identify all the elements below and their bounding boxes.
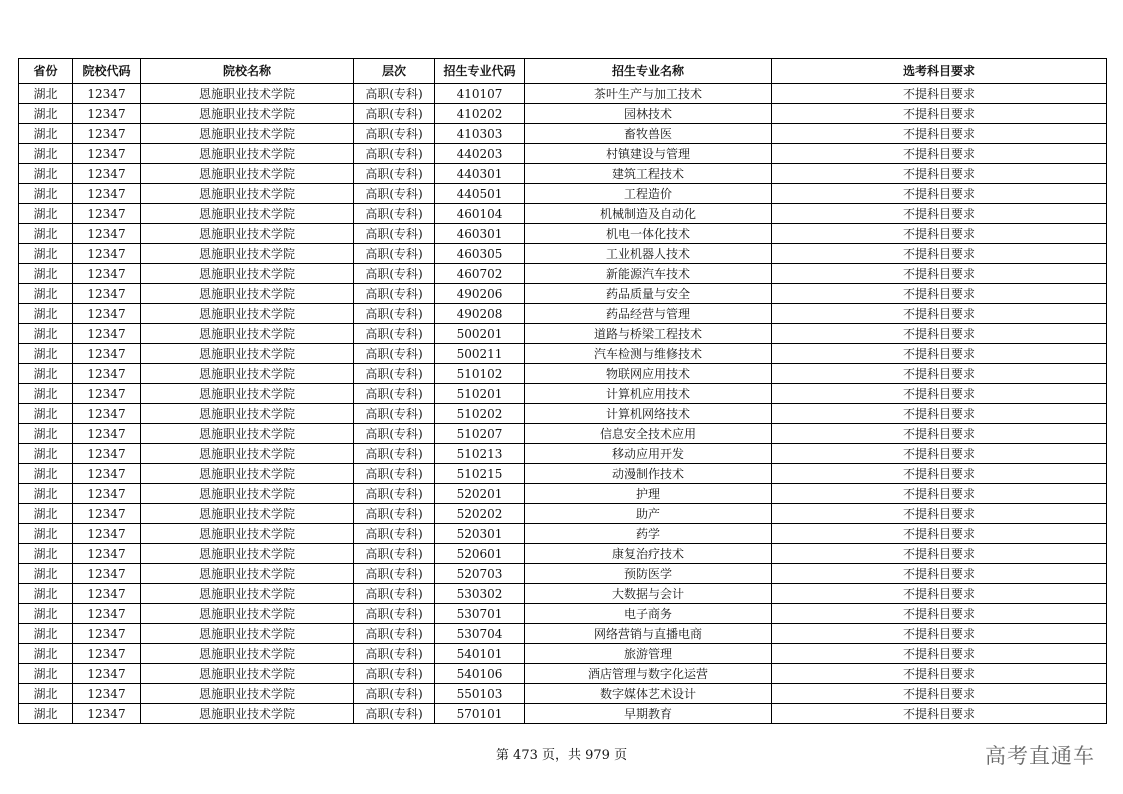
cell-school-code: 12347 — [73, 224, 141, 244]
cell-school-name: 恩施职业技术学院 — [141, 464, 354, 484]
cell-major-code: 520202 — [435, 504, 525, 524]
cell-major-code: 460301 — [435, 224, 525, 244]
cell-province: 湖北 — [19, 464, 73, 484]
cell-school-name: 恩施职业技术学院 — [141, 684, 354, 704]
cell-school-code: 12347 — [73, 144, 141, 164]
cell-province: 湖北 — [19, 84, 73, 104]
cell-subject-requirement: 不提科目要求 — [772, 144, 1107, 164]
cell-level: 高职(专科) — [354, 104, 435, 124]
cell-major-code: 440203 — [435, 144, 525, 164]
cell-school-name: 恩施职业技术学院 — [141, 624, 354, 644]
cell-major-code: 520601 — [435, 544, 525, 564]
cell-major-name: 机电一体化技术 — [525, 224, 772, 244]
cell-province: 湖北 — [19, 264, 73, 284]
cell-major-code: 410107 — [435, 84, 525, 104]
cell-school-name: 恩施职业技术学院 — [141, 404, 354, 424]
cell-major-code: 510202 — [435, 404, 525, 424]
cell-level: 高职(专科) — [354, 624, 435, 644]
cell-level: 高职(专科) — [354, 224, 435, 244]
cell-major-name: 移动应用开发 — [525, 444, 772, 464]
cell-subject-requirement: 不提科目要求 — [772, 644, 1107, 664]
cell-level: 高职(专科) — [354, 404, 435, 424]
cell-province: 湖北 — [19, 624, 73, 644]
cell-school-name: 恩施职业技术学院 — [141, 564, 354, 584]
cell-major-code: 530704 — [435, 624, 525, 644]
cell-province: 湖北 — [19, 344, 73, 364]
cell-school-name: 恩施职业技术学院 — [141, 364, 354, 384]
cell-province: 湖北 — [19, 584, 73, 604]
cell-subject-requirement: 不提科目要求 — [772, 264, 1107, 284]
cell-subject-requirement: 不提科目要求 — [772, 304, 1107, 324]
cell-province: 湖北 — [19, 644, 73, 664]
table-row — [19, 684, 1107, 704]
cell-province: 湖北 — [19, 304, 73, 324]
cell-subject-requirement: 不提科目要求 — [772, 584, 1107, 604]
cell-major-name: 园林技术 — [525, 104, 772, 124]
cell-subject-requirement: 不提科目要求 — [772, 324, 1107, 344]
table-row — [19, 644, 1107, 664]
cell-subject-requirement: 不提科目要求 — [772, 344, 1107, 364]
cell-level: 高职(专科) — [354, 704, 435, 724]
cell-major-code: 500201 — [435, 324, 525, 344]
cell-major-name: 旅游管理 — [525, 644, 772, 664]
table-row — [19, 524, 1107, 544]
cell-school-code: 12347 — [73, 664, 141, 684]
cell-major-code: 410303 — [435, 124, 525, 144]
table-row — [19, 84, 1107, 104]
cell-province: 湖北 — [19, 324, 73, 344]
cell-major-name: 建筑工程技术 — [525, 164, 772, 184]
cell-province: 湖北 — [19, 544, 73, 564]
cell-school-name: 恩施职业技术学院 — [141, 544, 354, 564]
cell-subject-requirement: 不提科目要求 — [772, 204, 1107, 224]
cell-major-name: 工业机器人技术 — [525, 244, 772, 264]
table-row — [19, 264, 1107, 284]
cell-school-code: 12347 — [73, 684, 141, 704]
page-number: 第 473 页，共 979 页 — [495, 748, 628, 763]
cell-level: 高职(专科) — [354, 164, 435, 184]
table-row — [19, 544, 1107, 564]
table-row — [19, 464, 1107, 484]
cell-level: 高职(专科) — [354, 384, 435, 404]
cell-province: 湖北 — [19, 244, 73, 264]
cell-level: 高职(专科) — [354, 424, 435, 444]
cell-subject-requirement: 不提科目要求 — [772, 184, 1107, 204]
cell-major-name: 计算机应用技术 — [525, 384, 772, 404]
cell-subject-requirement: 不提科目要求 — [772, 444, 1107, 464]
cell-subject-requirement: 不提科目要求 — [772, 544, 1107, 564]
cell-major-name: 网络营销与直播电商 — [525, 624, 772, 644]
cell-school-name: 恩施职业技术学院 — [141, 504, 354, 524]
table-row — [19, 564, 1107, 584]
cell-school-code: 12347 — [73, 504, 141, 524]
cell-level: 高职(专科) — [354, 144, 435, 164]
cell-school-name: 恩施职业技术学院 — [141, 644, 354, 664]
cell-level: 高职(专科) — [354, 184, 435, 204]
cell-major-name: 康复治疗技术 — [525, 544, 772, 564]
cell-school-code: 12347 — [73, 584, 141, 604]
cell-province: 湖北 — [19, 524, 73, 544]
cell-level: 高职(专科) — [354, 204, 435, 224]
cell-province: 湖北 — [19, 204, 73, 224]
cell-school-name: 恩施职业技术学院 — [141, 584, 354, 604]
watermark-text: 高考直通车 — [985, 744, 1095, 768]
cell-school-name: 恩施职业技术学院 — [141, 244, 354, 264]
table-row — [19, 344, 1107, 364]
cell-subject-requirement: 不提科目要求 — [772, 164, 1107, 184]
cell-province: 湖北 — [19, 364, 73, 384]
cell-major-name: 药学 — [525, 524, 772, 544]
cell-major-code: 440501 — [435, 184, 525, 204]
cell-level: 高职(专科) — [354, 524, 435, 544]
cell-subject-requirement: 不提科目要求 — [772, 224, 1107, 244]
cell-school-name: 恩施职业技术学院 — [141, 184, 354, 204]
cell-major-code: 510213 — [435, 444, 525, 464]
cell-province: 湖北 — [19, 224, 73, 244]
cell-major-name: 药品经营与管理 — [525, 304, 772, 324]
header-major-name: 招生专业名称 — [525, 59, 772, 84]
cell-level: 高职(专科) — [354, 124, 435, 144]
table-row — [19, 304, 1107, 324]
cell-school-code: 12347 — [73, 644, 141, 664]
cell-major-name: 数字媒体艺术设计 — [525, 684, 772, 704]
cell-major-name: 道路与桥梁工程技术 — [525, 324, 772, 344]
cell-subject-requirement: 不提科目要求 — [772, 464, 1107, 484]
table-body — [19, 84, 1107, 724]
table-row — [19, 184, 1107, 204]
cell-school-code: 12347 — [73, 604, 141, 624]
cell-province: 湖北 — [19, 104, 73, 124]
cell-major-code: 490208 — [435, 304, 525, 324]
cell-subject-requirement: 不提科目要求 — [772, 84, 1107, 104]
cell-school-code: 12347 — [73, 204, 141, 224]
cell-major-code: 520301 — [435, 524, 525, 544]
table-header-row — [19, 59, 1107, 84]
cell-subject-requirement: 不提科目要求 — [772, 104, 1107, 124]
cell-level: 高职(专科) — [354, 324, 435, 344]
header-province: 省份 — [19, 59, 73, 84]
cell-school-code: 12347 — [73, 704, 141, 724]
table-row — [19, 164, 1107, 184]
cell-major-name: 畜牧兽医 — [525, 124, 772, 144]
cell-school-name: 恩施职业技术学院 — [141, 424, 354, 444]
cell-school-name: 恩施职业技术学院 — [141, 124, 354, 144]
cell-level: 高职(专科) — [354, 684, 435, 704]
cell-school-code: 12347 — [73, 304, 141, 324]
cell-level: 高职(专科) — [354, 244, 435, 264]
cell-school-code: 12347 — [73, 284, 141, 304]
cell-major-code: 520703 — [435, 564, 525, 584]
cell-school-code: 12347 — [73, 464, 141, 484]
cell-subject-requirement: 不提科目要求 — [772, 664, 1107, 684]
cell-major-code: 520201 — [435, 484, 525, 504]
cell-major-name: 汽车检测与维修技术 — [525, 344, 772, 364]
cell-major-code: 500211 — [435, 344, 525, 364]
cell-school-code: 12347 — [73, 164, 141, 184]
cell-school-code: 12347 — [73, 384, 141, 404]
table-row — [19, 144, 1107, 164]
cell-major-code: 540106 — [435, 664, 525, 684]
cell-subject-requirement: 不提科目要求 — [772, 424, 1107, 444]
cell-subject-requirement: 不提科目要求 — [772, 284, 1107, 304]
header-subject-requirement: 选考科目要求 — [772, 59, 1107, 84]
cell-subject-requirement: 不提科目要求 — [772, 244, 1107, 264]
cell-school-code: 12347 — [73, 524, 141, 544]
table-row — [19, 224, 1107, 244]
cell-major-code: 460305 — [435, 244, 525, 264]
cell-subject-requirement: 不提科目要求 — [772, 604, 1107, 624]
cell-level: 高职(专科) — [354, 564, 435, 584]
cell-major-code: 510102 — [435, 364, 525, 384]
cell-province: 湖北 — [19, 604, 73, 624]
cell-school-code: 12347 — [73, 444, 141, 464]
header-school-code: 院校代码 — [73, 59, 141, 84]
cell-major-name: 电子商务 — [525, 604, 772, 624]
cell-subject-requirement: 不提科目要求 — [772, 684, 1107, 704]
cell-major-code: 440301 — [435, 164, 525, 184]
cell-school-code: 12347 — [73, 84, 141, 104]
cell-subject-requirement: 不提科目要求 — [772, 364, 1107, 384]
cell-major-code: 510201 — [435, 384, 525, 404]
cell-subject-requirement: 不提科目要求 — [772, 484, 1107, 504]
cell-subject-requirement: 不提科目要求 — [772, 704, 1107, 724]
table-row — [19, 284, 1107, 304]
cell-school-name: 恩施职业技术学院 — [141, 204, 354, 224]
cell-province: 湖北 — [19, 124, 73, 144]
cell-school-code: 12347 — [73, 264, 141, 284]
table-row — [19, 104, 1107, 124]
cell-school-code: 12347 — [73, 404, 141, 424]
table-row — [19, 584, 1107, 604]
cell-school-name: 恩施职业技术学院 — [141, 664, 354, 684]
table-row — [19, 704, 1107, 724]
cell-level: 高职(专科) — [354, 504, 435, 524]
cell-major-name: 村镇建设与管理 — [525, 144, 772, 164]
cell-province: 湖北 — [19, 164, 73, 184]
cell-school-name: 恩施职业技术学院 — [141, 104, 354, 124]
cell-level: 高职(专科) — [354, 644, 435, 664]
cell-subject-requirement: 不提科目要求 — [772, 524, 1107, 544]
cell-school-code: 12347 — [73, 544, 141, 564]
cell-major-name: 预防医学 — [525, 564, 772, 584]
table-row — [19, 444, 1107, 464]
cell-province: 湖北 — [19, 184, 73, 204]
cell-major-code: 460702 — [435, 264, 525, 284]
cell-school-name: 恩施职业技术学院 — [141, 224, 354, 244]
cell-school-name: 恩施职业技术学院 — [141, 304, 354, 324]
cell-subject-requirement: 不提科目要求 — [772, 504, 1107, 524]
cell-major-code: 530701 — [435, 604, 525, 624]
table-row — [19, 404, 1107, 424]
cell-school-code: 12347 — [73, 364, 141, 384]
cell-province: 湖北 — [19, 684, 73, 704]
table-row — [19, 604, 1107, 624]
cell-major-name: 酒店管理与数字化运营 — [525, 664, 772, 684]
admission-table — [18, 58, 1107, 724]
cell-province: 湖北 — [19, 284, 73, 304]
cell-level: 高职(专科) — [354, 304, 435, 324]
table-row — [19, 244, 1107, 264]
cell-subject-requirement: 不提科目要求 — [772, 404, 1107, 424]
cell-province: 湖北 — [19, 384, 73, 404]
cell-school-name: 恩施职业技术学院 — [141, 84, 354, 104]
cell-major-code: 550103 — [435, 684, 525, 704]
cell-school-name: 恩施职业技术学院 — [141, 604, 354, 624]
cell-major-code: 510215 — [435, 464, 525, 484]
cell-school-code: 12347 — [73, 244, 141, 264]
table-row — [19, 484, 1107, 504]
cell-major-name: 大数据与会计 — [525, 584, 772, 604]
cell-level: 高职(专科) — [354, 664, 435, 684]
table-row — [19, 504, 1107, 524]
cell-province: 湖北 — [19, 564, 73, 584]
cell-major-code: 570101 — [435, 704, 525, 724]
cell-subject-requirement: 不提科目要求 — [772, 624, 1107, 644]
cell-major-code: 490206 — [435, 284, 525, 304]
cell-level: 高职(专科) — [354, 344, 435, 364]
cell-school-code: 12347 — [73, 124, 141, 144]
cell-major-name: 护理 — [525, 484, 772, 504]
cell-school-name: 恩施职业技术学院 — [141, 164, 354, 184]
cell-province: 湖北 — [19, 664, 73, 684]
cell-school-name: 恩施职业技术学院 — [141, 524, 354, 544]
cell-school-code: 12347 — [73, 104, 141, 124]
cell-school-name: 恩施职业技术学院 — [141, 704, 354, 724]
cell-school-code: 12347 — [73, 344, 141, 364]
cell-major-name: 新能源汽车技术 — [525, 264, 772, 284]
cell-school-code: 12347 — [73, 564, 141, 584]
cell-school-name: 恩施职业技术学院 — [141, 324, 354, 344]
cell-school-code: 12347 — [73, 424, 141, 444]
cell-school-name: 恩施职业技术学院 — [141, 484, 354, 504]
table-row — [19, 124, 1107, 144]
cell-province: 湖北 — [19, 444, 73, 464]
cell-level: 高职(专科) — [354, 264, 435, 284]
cell-school-name: 恩施职业技术学院 — [141, 264, 354, 284]
cell-school-name: 恩施职业技术学院 — [141, 344, 354, 364]
cell-major-name: 计算机网络技术 — [525, 404, 772, 424]
cell-level: 高职(专科) — [354, 84, 435, 104]
cell-province: 湖北 — [19, 144, 73, 164]
cell-major-code: 410202 — [435, 104, 525, 124]
table-row — [19, 624, 1107, 644]
cell-school-name: 恩施职业技术学院 — [141, 284, 354, 304]
cell-level: 高职(专科) — [354, 544, 435, 564]
cell-level: 高职(专科) — [354, 444, 435, 464]
header-school-name: 院校名称 — [141, 59, 354, 84]
cell-major-name: 物联网应用技术 — [525, 364, 772, 384]
cell-school-name: 恩施职业技术学院 — [141, 444, 354, 464]
cell-level: 高职(专科) — [354, 584, 435, 604]
cell-major-name: 机械制造及自动化 — [525, 204, 772, 224]
cell-level: 高职(专科) — [354, 284, 435, 304]
cell-school-name: 恩施职业技术学院 — [141, 144, 354, 164]
table-row — [19, 204, 1107, 224]
cell-school-code: 12347 — [73, 624, 141, 644]
cell-major-code: 460104 — [435, 204, 525, 224]
cell-major-name: 工程造价 — [525, 184, 772, 204]
cell-province: 湖北 — [19, 504, 73, 524]
cell-province: 湖北 — [19, 484, 73, 504]
cell-major-name: 助产 — [525, 504, 772, 524]
table-row — [19, 424, 1107, 444]
cell-major-name: 早期教育 — [525, 704, 772, 724]
cell-province: 湖北 — [19, 404, 73, 424]
table-row — [19, 384, 1107, 404]
cell-province: 湖北 — [19, 424, 73, 444]
cell-subject-requirement: 不提科目要求 — [772, 564, 1107, 584]
cell-level: 高职(专科) — [354, 484, 435, 504]
cell-school-code: 12347 — [73, 484, 141, 504]
cell-level: 高职(专科) — [354, 604, 435, 624]
cell-province: 湖北 — [19, 704, 73, 724]
table-row — [19, 364, 1107, 384]
cell-subject-requirement: 不提科目要求 — [772, 384, 1107, 404]
cell-level: 高职(专科) — [354, 464, 435, 484]
header-level: 层次 — [354, 59, 435, 84]
table-row — [19, 324, 1107, 344]
cell-subject-requirement: 不提科目要求 — [772, 124, 1107, 144]
cell-major-code: 530302 — [435, 584, 525, 604]
header-major-code: 招生专业代码 — [435, 59, 525, 84]
cell-major-name: 信息安全技术应用 — [525, 424, 772, 444]
cell-school-name: 恩施职业技术学院 — [141, 384, 354, 404]
cell-major-code: 540101 — [435, 644, 525, 664]
cell-major-name: 药品质量与安全 — [525, 284, 772, 304]
cell-major-name: 茶叶生产与加工技术 — [525, 84, 772, 104]
table-row — [19, 664, 1107, 684]
cell-school-code: 12347 — [73, 184, 141, 204]
cell-level: 高职(专科) — [354, 364, 435, 384]
cell-major-code: 510207 — [435, 424, 525, 444]
cell-major-name: 动漫制作技术 — [525, 464, 772, 484]
cell-school-code: 12347 — [73, 324, 141, 344]
